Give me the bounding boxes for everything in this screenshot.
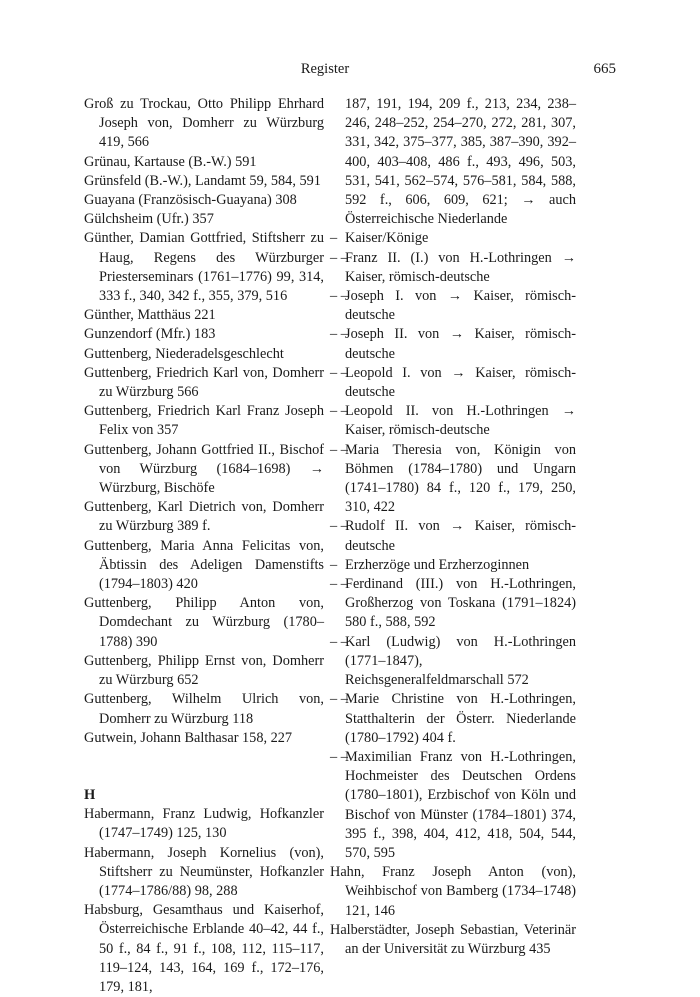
subentry-text: Joseph I. von → Kaiser, römisch-deutsche xyxy=(345,288,576,324)
subentry-dash: – – xyxy=(330,326,348,343)
index-entry: Guttenberg, Maria Anna Felicitas von, Äbtissin des Adeligen Damenstifts (1794–1803) 420 xyxy=(84,537,324,593)
index-subentry xyxy=(330,287,576,325)
index-entry: Groß zu Trockau, Otto Philipp Ehrhard Joseph von, Domherr zu Würzburg 419, 566 xyxy=(84,96,324,151)
subentry-text: Marie Christine von H.-Lothringen, Statthalterin der Österr. Niederlande (1780–1792) 404 f. xyxy=(345,691,576,746)
subentry-dash: – – xyxy=(330,748,348,765)
index-entry: Gülchsheim (Ufr.) 357 xyxy=(84,211,214,228)
index-entry: Günther, Matthäus 221 xyxy=(84,307,216,324)
subentry-text: Maximilian Franz von H.-Lothringen, Hochmeister des Deutschen Ordens (1780–1801), Erzbischof von Köln und Bischof von Münster (1784–1801) 374, 395 f., 398, 404, 412, 418, 504, 544, 570, 595 xyxy=(345,748,576,861)
index-entry: Guttenberg, Niederadelsgeschlecht xyxy=(84,345,284,362)
running-header: Register xyxy=(300,61,350,77)
index-subentry xyxy=(330,575,576,633)
index-subentry xyxy=(330,229,576,248)
index-subentry xyxy=(330,441,576,518)
index-entry: Guayana (Französisch-Guayana) 308 xyxy=(84,192,297,209)
index-entry: Gunzendorf (Mfr.) 183 xyxy=(84,326,216,343)
subentry-dash: – – xyxy=(330,441,348,458)
subentry-text: Ferdinand (III.) von H.-Lothringen, Großherzog von Toskana (1791–1824) 580 f., 588, 592 xyxy=(345,576,576,631)
index-entry: Guttenberg, Karl Dietrich von, Domherr zu Würzburg 389 f. xyxy=(84,499,324,535)
subentry-dash: – – xyxy=(330,364,348,381)
index-entry: Grünau, Kartause (B.-W.) 591 xyxy=(84,153,257,170)
index-subentry xyxy=(330,690,576,748)
index-entry-continuation: 187, 191, 194, 209 f., 213, 234, 238–246, 248–252, 254–270, 272, 281, 307, 331, 342, 375–377, 385, 387–390, 392–400, 403–408, 486 f., 493, 496, 503, 531, 541, 562–574, 576–581, 584, 588, 592 f., 606, 609, 621; → auch Österreichische Niederlande xyxy=(345,96,576,228)
right-column xyxy=(330,95,576,959)
index-subentry xyxy=(330,633,576,691)
subentry-dash: – – xyxy=(330,288,348,305)
index-entry: Habermann, Franz Ludwig, Hofkanzler (1747–1749) 125, 130 xyxy=(84,806,324,842)
subentry-text: Leopold I. von → Kaiser, römisch-deutsche xyxy=(345,364,576,401)
index-entry: Guttenberg, Philipp Ernst von, Domherr zu Würzburg 652 xyxy=(84,652,324,689)
index-entry: Hahn, Franz Joseph Anton (von), Weihbischof von Bamberg (1734–1748) 121, 146 xyxy=(330,864,576,919)
subentry-dash: – xyxy=(330,556,338,573)
subentry-text: Maria Theresia von, Königin von Böhmen (1784–1780) und Ungarn (1741–1780) 84 f., 120 f., 179, 250, 310, 422 xyxy=(345,441,576,516)
index-subentry xyxy=(330,748,576,863)
page-number: 665 xyxy=(593,61,616,77)
index-subentry xyxy=(330,517,576,555)
subentry-dash: – – xyxy=(330,403,348,420)
index-subentry xyxy=(330,556,576,575)
index-entry: Guttenberg, Friedrich Karl von, Domherr zu Würzburg 566 xyxy=(84,364,324,401)
index-entry: Guttenberg, Friedrich Karl Franz Joseph Felix von 357 xyxy=(84,403,324,439)
subentry-dash: – – xyxy=(330,518,348,535)
index-subentry xyxy=(330,249,576,287)
subentry-dash: – xyxy=(330,230,338,247)
section-letter: H xyxy=(84,786,96,803)
subentry-dash: – – xyxy=(330,691,348,708)
subentry-text: Joseph II. von → Kaiser, römisch-deutsche xyxy=(345,326,576,362)
index-entry: Halberstädter, Joseph Sebastian, Veterinär an der Universität zu Würzburg 435 xyxy=(330,921,576,957)
subentry-text: Franz II. (I.) von H.-Lothringen → Kaiser, römisch-deutsche xyxy=(345,249,576,285)
index-entry: Guttenberg, Wilhelm Ulrich von, Domherr zu Würzburg 118 xyxy=(84,691,324,727)
left-column xyxy=(84,95,324,997)
index-entry: Habermann, Joseph Kornelius (von), Stiftsherr zu Neumünster, Hofkanzler (1774–1786/88) 98, 288 xyxy=(84,844,324,899)
subentry-text: Rudolf II. von → Kaiser, römisch-deutsche xyxy=(345,518,576,554)
index-entry: Gutwein, Johann Balthasar 158, 227 xyxy=(84,729,293,746)
index-entry: Günther, Damian Gottfried, Stiftsherr zu Haug, Regens des Würzburger Priesterseminars (1761–1776) 99, 314, 333 f., 340, 342 f., 355, 379, 516 xyxy=(84,230,324,305)
index-subentry xyxy=(330,364,576,402)
index-entry: Grünsfeld (B.-W.), Landamt 59, 584, 591 xyxy=(84,172,321,189)
index-subentry xyxy=(330,325,576,363)
subentry-text: Leopold II. von H.-Lothringen → Kaiser, römisch-deutsche xyxy=(345,403,576,439)
subentry-text: Kaiser/Könige xyxy=(345,230,429,247)
subentry-dash: – – xyxy=(330,633,348,650)
index-entry: Habsburg, Gesamthaus und Kaiserhof, Österreichische Erblande 40–42, 44 f., 50 f., 84 f., 91 f., 108, 112, 115–117, 119–124, 143, 164, 169 f., 172–176, 179, 181, xyxy=(84,902,324,995)
subentry-text: Erzherzöge und Erzherzoginnen xyxy=(345,556,530,573)
index-entry: Guttenberg, Philipp Anton von, Domdechant zu Würzburg (1780–1788) 390 xyxy=(84,595,324,650)
index-entry: Guttenberg, Johann Gottfried II., Bischof von Würzburg (1684–1698) → Würzburg, Bischöfe xyxy=(84,441,324,497)
subentry-dash: – – xyxy=(330,576,348,593)
index-subentry xyxy=(330,402,576,440)
subentry-dash: – – xyxy=(330,249,348,266)
subentry-text: Karl (Ludwig) von H.-Lothringen (1771–1847), Reichsgeneralfeldmarschall 572 xyxy=(345,633,576,689)
